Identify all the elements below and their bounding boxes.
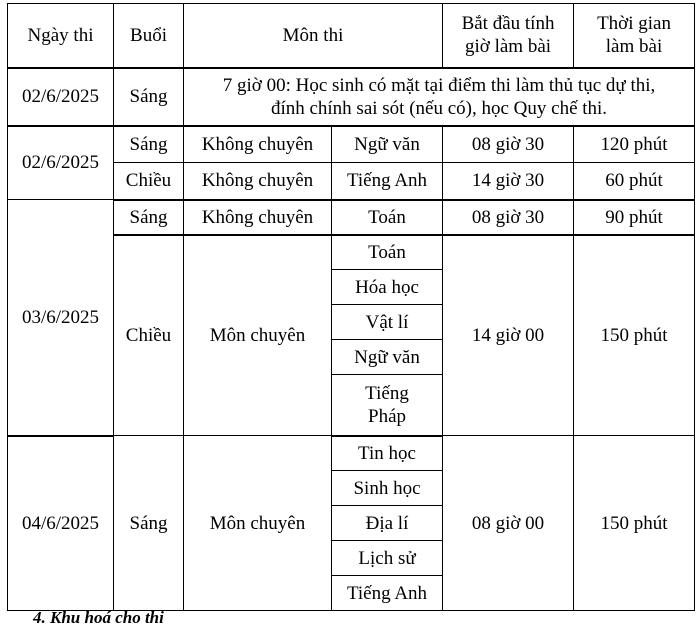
exam-type-cell: Môn chuyên [184, 436, 332, 611]
header-duration-line1: Thời gian [597, 13, 671, 35]
header-start-line2: giờ làm bài [465, 36, 552, 58]
start-time-cell: 08 giờ 30 [443, 200, 574, 235]
note-line2: đính chính sai sót (nếu có), học Quy chế thi. [270, 97, 608, 119]
session-cell: Chiều [114, 163, 184, 200]
exam-type-cell: Môn chuyên [184, 235, 332, 436]
subject-cell: Hóa học [332, 270, 443, 305]
header-duration [574, 4, 695, 68]
start-time-cell: 14 giờ 00 [443, 235, 574, 436]
exam-schedule-table [7, 3, 695, 611]
subject-cell: Sinh học [332, 471, 443, 506]
subject-cell: Toán [332, 200, 443, 235]
date-cell: 03/6/2025 [8, 200, 114, 436]
session-cell: Sáng [114, 200, 184, 235]
table-row [8, 200, 695, 235]
header-subject: Môn thi [184, 4, 443, 68]
subject-cell: Toán [332, 235, 443, 270]
exam-type-cell: Không chuyên [184, 200, 332, 235]
subject-cell: Tiếng Anh [332, 576, 443, 611]
table-row [8, 68, 695, 126]
subject-cell: Địa lí [332, 506, 443, 541]
header-row [8, 4, 695, 68]
start-time-cell: 14 giờ 30 [443, 163, 574, 200]
subject-cell: Ngữ văn [332, 340, 443, 375]
duration-cell: 90 phút [574, 200, 695, 235]
footnote-text: 4. Khu hoá cho thi [33, 608, 164, 627]
duration-cell: 150 phút [574, 436, 695, 611]
subject-line1: Tiếng [365, 382, 409, 404]
table-row [8, 436, 695, 471]
subject-cell: Tiếng Anh [332, 163, 443, 200]
session-cell: Sáng [114, 126, 184, 163]
start-time-cell: 08 giờ 00 [443, 436, 574, 611]
header-duration-line2: làm bài [605, 36, 663, 58]
subject-cell: Tin học [332, 436, 443, 471]
session-cell: Chiều [114, 235, 184, 436]
header-date: Ngày thi [8, 4, 114, 68]
start-time-cell: 08 giờ 30 [443, 126, 574, 163]
subject-cell [332, 375, 443, 436]
note-line1: 7 giờ 00: Học sinh có mặt tại điểm thi làm thủ tục dự thi, [222, 74, 656, 96]
duration-cell: 60 phút [574, 163, 695, 200]
duration-cell: 150 phút [574, 235, 695, 436]
exam-type-cell: Không chuyên [184, 163, 332, 200]
note-cell [184, 68, 695, 126]
header-start-line1: Bắt đầu tính [461, 13, 555, 35]
header-session: Buổi [114, 4, 184, 68]
date-cell: 04/6/2025 [8, 436, 114, 611]
session-cell: Sáng [114, 436, 184, 611]
subject-line2: Pháp [368, 405, 406, 427]
table-row [8, 126, 695, 163]
duration-cell: 120 phút [574, 126, 695, 163]
exam-type-cell: Không chuyên [184, 126, 332, 163]
header-start [443, 4, 574, 68]
subject-cell: Lịch sử [332, 541, 443, 576]
subject-cell: Ngữ văn [332, 126, 443, 163]
subject-cell: Vật lí [332, 305, 443, 340]
date-cell: 02/6/2025 [8, 126, 114, 200]
date-cell: 02/6/2025 [8, 68, 114, 126]
session-cell: Sáng [114, 68, 184, 126]
